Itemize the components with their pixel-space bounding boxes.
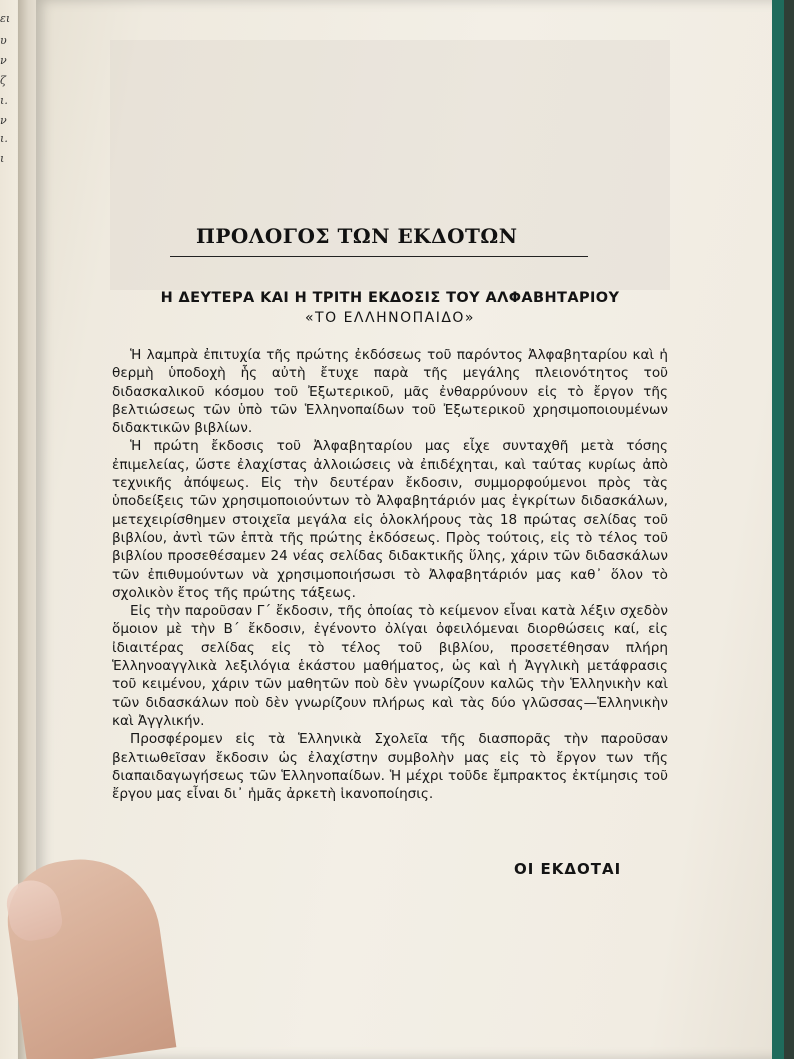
left-page-fragment: ν xyxy=(0,114,7,127)
left-page-fragment: υ xyxy=(0,34,7,47)
left-page-fragment: ζ xyxy=(0,74,6,87)
left-page-fragment: ι. xyxy=(0,94,8,107)
paragraph: Εἰς τὴν παροῦσαν Γ΄ ἔκδοσιν, τῆς ὁποίας τὸ κείμενον εἶναι κατὰ λέξιν σχεδὸν ὅμοιον μὲ τὴν Β΄ ἔκδοσιν, ἐγένοντο ὀλίγαι ὀφειλόμεναι διορθώσεις καί, εἰς ἰδιαιτέρας σελίδας εἰς τὸ τέλος τοῦ βιβλίου, προσετέθησαν πλήρη Ἑλληνοαγγλικὰ λεξιλόγια ἑκάστου μαθήματος, ὡς καὶ ἡ Ἀγγλικὴ μετάφρασις τοῦ κειμένου, χάριν τῶν μαθητῶν ποὺ δὲν γνωρίζουν καλῶς τὴν Ἑλληνικὴν καὶ τῶν διδασκάλων ποὺ δὲν γνωρίζουν πλήρως καὶ τὰς δύο γλῶσσας—Ἑλληνικὴν καὶ Ἀγγλικήν. xyxy=(112,603,668,729)
left-page-fragment: ν xyxy=(0,54,7,67)
left-page-fragment: ει xyxy=(0,12,11,25)
left-page-fragment: ι xyxy=(0,152,5,165)
paragraph: Προσφέρομεν εἰς τὰ Ἑλληνικὰ Σχολεῖα τῆς διασπορᾶς τὴν παροῦσαν βελτιωθεῖσαν ἔκδοσιν ὡς ἐλαχίστην συμβολὴν μας εἰς τὸ ἔργον των τῆς διαπαιδαγωγήσεως τῶν Ἑλληνοπαίδων. Ἡ μέχρι τοῦδε ἔμπρακτος ἐκτίμησις τοῦ ἔργου μας εἶναι δι᾽ ἡμᾶς ἀρκετὴ ἱκανοποίησις. xyxy=(112,731,668,803)
signature: ΟΙ ΕΚΔΟΤΑΙ xyxy=(514,860,622,878)
paragraph: Ἡ λαμπρὰ ἐπιτυχία τῆς πρώτης ἐκδόσεως τοῦ παρόντος Ἀλφαβηταρίου καὶ ἡ θερμὴ ὑποδοχὴ ἧς αὐτὴ ἔτυχε παρὰ τῆς μεγάλης πλειονότητος τοῦ διδασκαλικοῦ κόσμου τοῦ Ἐξωτερικοῦ, μᾶς ἐνθαρρύνουν εἰς τὸ ἔργον τῆς βελτιώσεως τῶν ὑπὸ τῶν Ἑλληνοπαίδων τοῦ Ἐξωτερικοῦ χρησιμοποιουμένων διδακτικῶν βιβλίων. xyxy=(112,347,668,437)
subtitle-line-2: «ΤΟ ΕΛΛΗΝΟΠΑΙΔΟ» xyxy=(304,310,475,326)
subtitle-line-1: Η ΔΕΥΤΕΡΑ ΚΑΙ Η ΤΡΙΤΗ ΕΚΔΟΣΙΣ ΤΟΥ ΑΛΦΑΒΗΤΑΡΙΟΥ xyxy=(160,290,620,306)
page-title: ΠΡΟΛΟΓΟΣ ΤΩΝ ΕΚΔΟΤΩΝ xyxy=(196,224,518,248)
title-underline xyxy=(170,256,588,257)
paragraph: Ἡ πρώτη ἔκδοσις τοῦ Ἀλφαβηταρίου μας εἶχε συνταχθῆ μετὰ τόσης ἐπιμελείας, ὥστε ἐλαχίστας ἀλλοιώσεις νὰ ἐπιδέχηται, καὶ ταύτας κυρίως ἀπὸ τεχνικῆς ἀπόψεως. Εἰς τὴν δευτέραν ἔκδοσιν, συμμορφούμενοι πρὸς τὰς ὑποδείξεις τῶν χρησιμοποιούντων τὸ Ἀλφαβητάριόν μας ἐγκρίτων διδασκάλων, μετεχειρίσθημεν στοιχεῖα μεγάλα εἰς ὁλοκλήρους τὰς 18 πρώτας σελίδας τοῦ βιβλίου, ἀντὶ τῶν ἑπτὰ τῆς πρώτης ἐκδόσεως. Πρὸς τούτοις, εἰς τὸ τέλος τοῦ βιβλίου προσεθέσαμεν 24 νέας σελίδας διδακτικῆς ὕλης, χάριν τῶν διδασκάλων τῶν ἐπιθυμούντων νὰ χρησιμοποιήσωσι τὸ Ἀλφαβητάριόν μας καθ᾽ ὅλον τὸ σχολικὸν ἔτος τῆς πρώτης τάξεως. xyxy=(112,438,668,601)
subtitle xyxy=(110,288,670,328)
background-edge xyxy=(772,0,784,1059)
left-page-fragment: ι. xyxy=(0,132,8,145)
body-text xyxy=(112,346,668,803)
show-through-area xyxy=(110,40,670,290)
